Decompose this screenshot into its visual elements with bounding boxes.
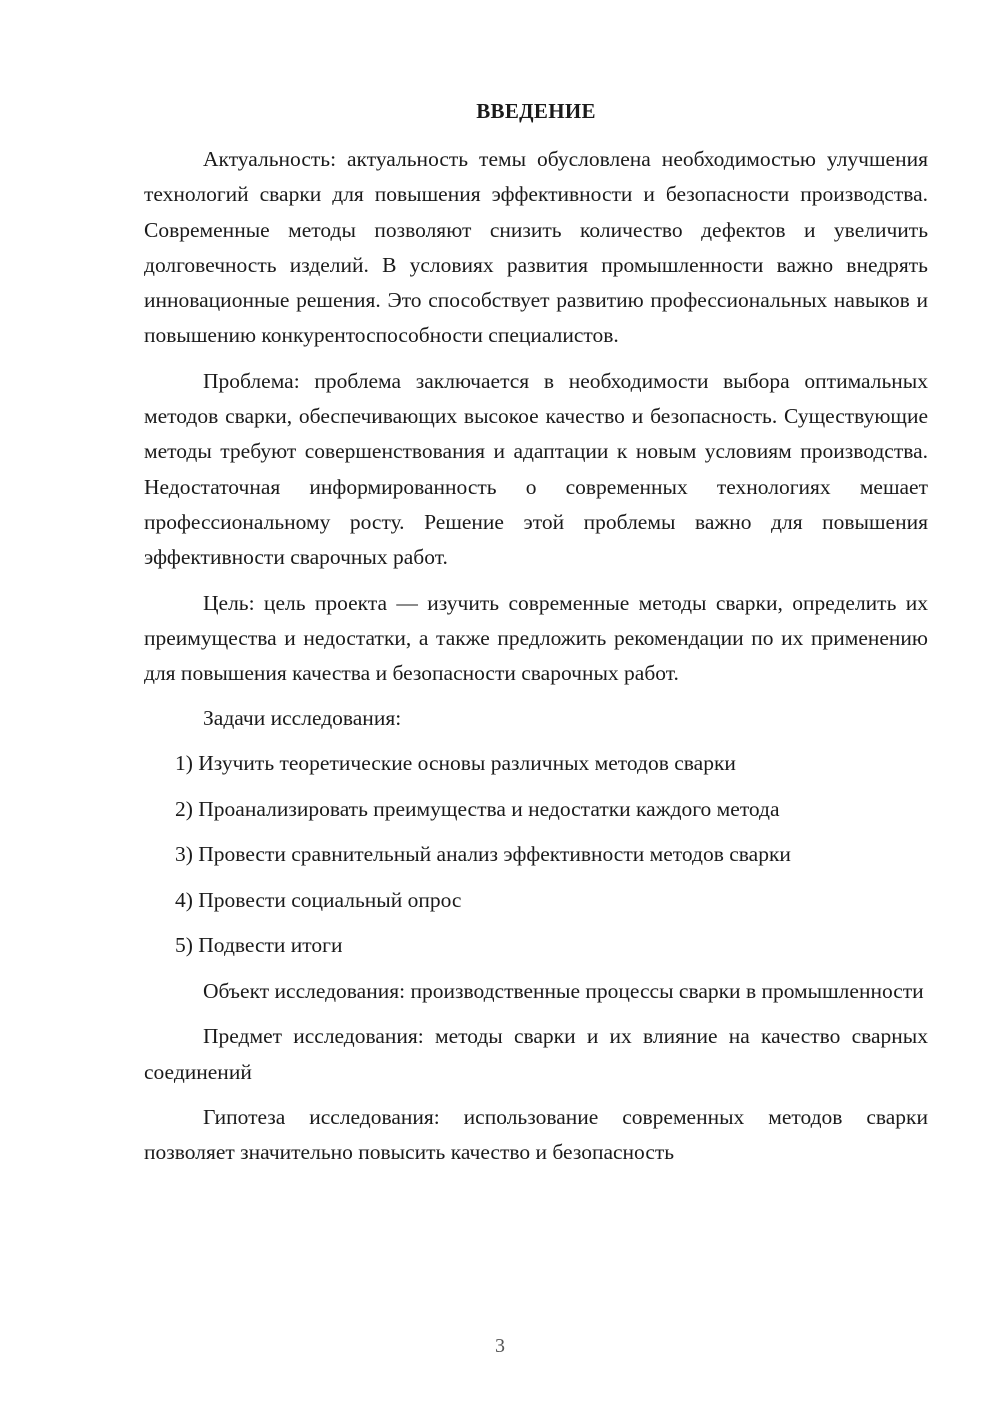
page-number: 3 bbox=[495, 1335, 505, 1357]
relevance-paragraph: Актуальность: актуальность темы обусловлена необходимостью улучшения технологий сварки для повышения эффективности и безопасности производства. Современные методы позволяют снизить количество дефектов и увеличить долговечность изделий. В условиях развития промышленности важно внедрять инновационные решения. Это способствует развитию профессиональных навыков и повышению конкурентоспособности специалистов. bbox=[144, 147, 928, 348]
goal-paragraph: Цель: цель проекта — изучить современные методы сварки, определить их преимущества и недостатки, а также предложить рекомендации по их применению для повышения качества и безопасности сварочных работ. bbox=[144, 590, 928, 686]
tasks-list bbox=[144, 746, 928, 963]
problem-paragraph: Проблема: проблема заключается в необходимости выбора оптимальных методов сварки, обеспечивающих высокое качество и безопасность. Существующие методы требуют совершенствования и адаптации к новым условиям производства. Недостаточная информированность о современных технологиях мешает профессиональному росту. Решение этой проблемы важно для повышения эффективности сварочных работ. bbox=[144, 368, 928, 570]
tasks-heading: Задачи исследования: bbox=[203, 706, 402, 731]
list-item: 4) Провести социальный опрос bbox=[175, 887, 462, 912]
list-item: 5) Подвести итоги bbox=[175, 933, 343, 958]
page-title: ВВЕДЕНИЕ bbox=[476, 99, 596, 123]
document-page bbox=[144, 96, 928, 1170]
list-item: 1) Изучить теоретические основы различных методов сварки bbox=[175, 751, 736, 776]
subject-paragraph: Предмет исследования: методы сварки и их влияние на качество сварных соединений bbox=[144, 1024, 928, 1084]
object-paragraph: Объект исследования: производственные процессы сварки в промышленности bbox=[203, 978, 924, 1003]
list-item: 3) Провести сравнительный анализ эффективности методов сварки bbox=[175, 842, 791, 867]
list-item: 2) Проанализировать преимущества и недостатки каждого метода bbox=[175, 796, 780, 821]
hypothesis-paragraph: Гипотеза исследования: использование современных методов сварки позволяет значительно повысить качество и безопасность bbox=[144, 1104, 928, 1165]
